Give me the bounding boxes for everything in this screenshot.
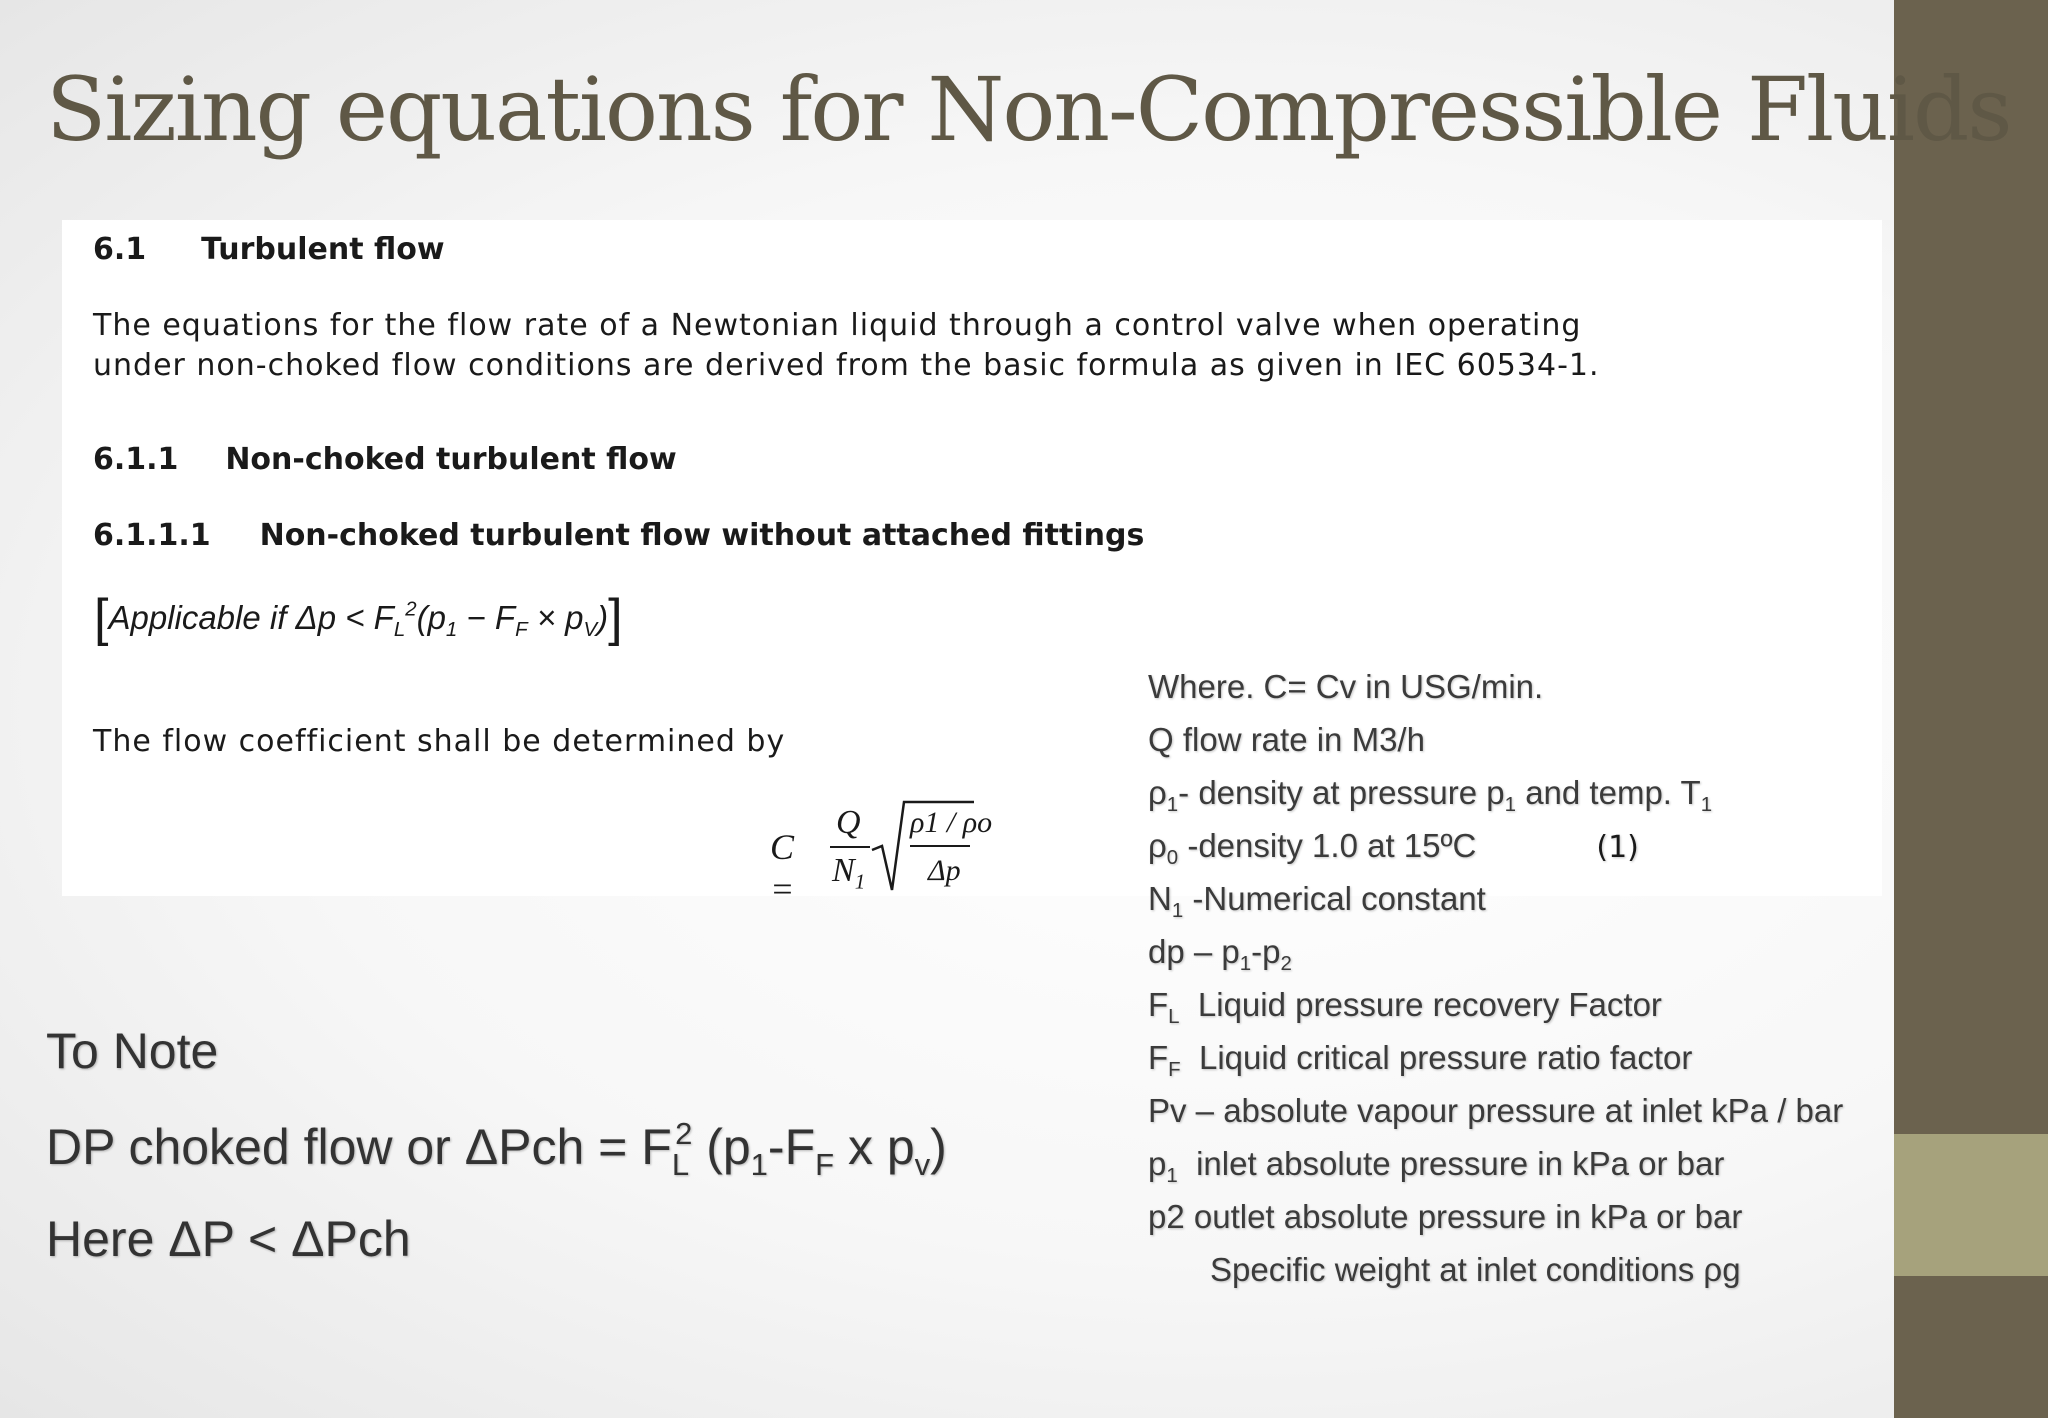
formula-denominator: $N_1$ [832,852,866,894]
def-flow-rate: Q flow rate in M3/h [1148,721,1425,758]
def-numerical-constant: $N_1$ -Numerical constant [1148,880,1486,923]
subsection-number: 6.1.1 [93,442,179,477]
section-title: Turbulent flow [201,232,445,267]
def-inlet-pressure: $p_1$ inlet absolute pressure in kPa or bar [1148,1145,1725,1188]
section-heading [93,232,445,267]
def-specific-weight: Specific weight at inlet conditions ρg [1210,1251,1741,1288]
coefficient-sentence: The flow coefficient shall be determined by [93,724,786,759]
note-heading: To Note [46,1023,219,1079]
def-pressure-drop: dp – $p_1-p_2$ [1148,933,1292,976]
bracket-close: ] [608,589,623,647]
def-cv: Where. C= Cv in USG/min. [1148,668,1544,705]
subsubsection-title: Non-choked turbulent flow without attached fittings [259,518,1145,553]
formula-lhs: C = [770,827,795,909]
def-density-reference: $\rho_0$ -density 1.0 at 15ºC (1) [1148,827,1639,870]
formula-numerator: Q [836,804,861,841]
def-ff-factor: $F_F$ Liquid critical pressure ratio factor [1148,1039,1693,1082]
decorative-sidebar-accent [1894,1134,2048,1276]
def-density-inlet: $\rho_1-$ density at pressure $p_1$ and temp. $T_1$ [1148,774,1713,817]
radical-numerator: ρ1 / ρo [910,806,993,839]
def-vapour-pressure: Pv – absolute vapour pressure at inlet kPa / bar [1148,1092,1844,1129]
def-outlet-pressure: p2 outlet absolute pressure in kPa or bar [1148,1198,1743,1235]
intro-line-1: The equations for the flow rate of a Newtonian liquid through a control valve when operating [93,308,1582,343]
def-fl-factor: $F_L$ Liquid pressure recovery Factor [1148,986,1662,1029]
equation-number: (1) [1596,830,1639,865]
subsubsection-number: 6.1.1.1 [93,518,211,553]
subsection-heading [93,442,677,477]
slide-title: Sizing equations for Non-Compressible Fluids [46,58,2011,161]
applicability-condition: [Applicable if $\Delta p < F_L^2(p_1 - F_F \times p_V)$] [94,589,623,647]
subsubsection-heading [93,518,1144,553]
radical-denominator: Δp [928,854,961,887]
subsection-title: Non-choked turbulent flow [225,442,677,477]
section-number: 6.1 [93,232,147,267]
bracket-open: [ [94,589,109,647]
intro-line-2: under non-choked flow conditions are derived from the basic formula as given in IEC 60534-1. [93,348,1600,383]
choked-flow-equation: DP choked flow or $\Delta Pch = F_L^2$ ($p_1-F_F$ x $p_v$) [46,1116,947,1182]
pressure-condition: Here ΔP < ΔPch [46,1211,411,1267]
fraction-bar [830,846,870,848]
